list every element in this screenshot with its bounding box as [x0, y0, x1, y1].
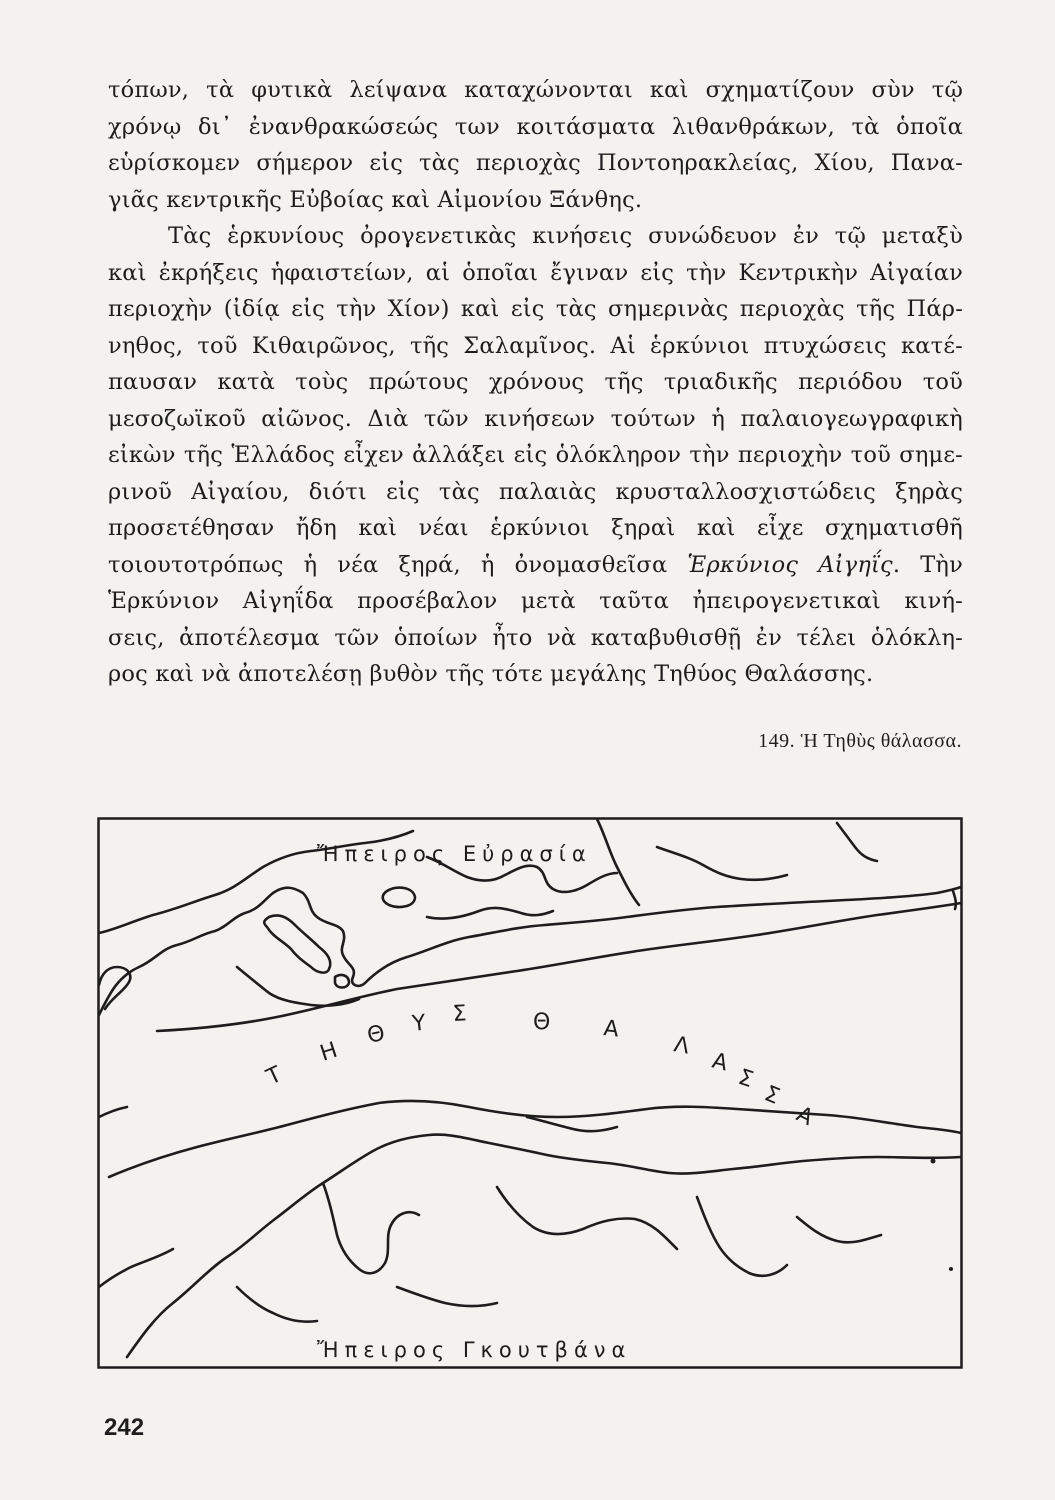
- gondwana-coastline: [497, 1187, 677, 1249]
- gondwana-coastline: [99, 1249, 173, 1287]
- gondwana-coastline: [237, 1287, 317, 1322]
- text-line: νηθος, τοῦ Κιθαιρῶνος, τῆς Σαλαμῖνος. Αἱ ἑρκύνιοι πτυχώσεις κατέ-: [108, 332, 963, 359]
- sea-letter: Θ: [533, 1010, 551, 1035]
- text-line: ρος καὶ νὰ ἀποτελέσῃ βυθὸν τῆς τότε μεγάλης Τηθύος Θαλάσσης.: [108, 661, 874, 687]
- gondwana-coastline: [397, 1287, 497, 1306]
- sea-boundary: [109, 1101, 961, 1177]
- sea-letter: Θ: [365, 1020, 388, 1049]
- gondwana-coastline: [527, 1117, 617, 1131]
- figure-caption: 149. Ἡ Τηθὺς θάλασσα.: [758, 730, 962, 752]
- gondwana-coastline: [323, 1183, 419, 1273]
- page-number: 242: [104, 1414, 145, 1441]
- peninsula-outline: [264, 915, 330, 972]
- map-marker: [931, 1159, 936, 1164]
- text-line: Ἑρκύνιον Αἰγηΐδα προσέβαλον μετὰ ταῦτα ἠπειρογενετικαὶ κινή-: [108, 588, 963, 614]
- eurasia-coastline: [99, 887, 961, 1015]
- eurasia-coastline: [953, 891, 956, 909]
- label-eurasia: Ἤπειρος Εὐρασία: [317, 842, 592, 866]
- sea-boundary: [157, 903, 961, 1031]
- text-line: γιᾶς κεντρικῆς Εὐβοίας καὶ Αἰμονίου Ξάνθης.: [108, 186, 643, 213]
- sea-letter: Α: [792, 1101, 817, 1131]
- text-line: σεις, ἀποτέλεσμα τῶν ὁποίων ἦτο νὰ καταβυθισθῇ ἐν τέλει ὁλόκλη-: [108, 624, 963, 651]
- body-text: [108, 72, 963, 693]
- sea-letter: Σ: [735, 1064, 757, 1094]
- sea-letter: Λ: [671, 1032, 692, 1060]
- eurasia-coastline: [837, 823, 877, 861]
- map-drawing: [97, 817, 963, 1369]
- map-marker: [949, 1267, 953, 1271]
- text-line: ρινοῦ Αἰγαίου, διότι εἰς τὰς παλαιὰς κρυσταλλοσχιστώδεις ξηρὰς: [108, 478, 963, 505]
- island-outline: [335, 975, 349, 988]
- eurasia-coastline: [597, 819, 639, 905]
- tethys-map-figure: [97, 817, 963, 1369]
- sea-letter: Α: [709, 1048, 731, 1077]
- text-fragment: τοιουτοτρόπως ἡ νέα ξηρά, ἡ ὀνομασθεῖσα: [108, 551, 688, 578]
- gondwana-coastline: [797, 1217, 881, 1242]
- sea-letter: Τ: [262, 1062, 286, 1091]
- sea-letter: Σ: [452, 1001, 468, 1027]
- text-line: Τὰς ἑρκυνίους ὀρογενετικὰς κινήσεις συνώδευον ἐν τῷ μεταξὺ: [168, 223, 963, 249]
- island-outline: [383, 888, 415, 907]
- eurasia-coastline: [427, 908, 553, 919]
- text-line: [108, 547, 963, 584]
- sea-letter: Σ: [760, 1081, 784, 1110]
- text-line: χρόνῳ δι᾿ ἐνανθρακώσεώς των κοιτάσματα λιθανθράκων, τὰ ὁποῖα: [108, 113, 963, 140]
- gondwana-coastline: [697, 1197, 787, 1276]
- gondwana-coastline: [127, 1135, 961, 1357]
- text-line: παυσαν κατὰ τοὺς πρώτους χρόνους τῆς τριαδικῆς περιόδου τοῦ: [108, 369, 963, 395]
- eurasia-coastline: [657, 847, 787, 880]
- text-line: εὑρίσκομεν σήμερον εἰς τὰς περιοχὰς Ποντοηρακλείας, Χίου, Πανα-: [108, 150, 963, 176]
- text-line: τόπων, τὰ φυτικὰ λείψανα καταχώνονται καὶ σχηματίζουν σὺν τῷ: [108, 77, 963, 103]
- text-line: καὶ ἐκρήξεις ἡφαιστείων, αἱ ὁποῖαι ἔγιναν εἰς τὴν Κεντρικὴν Αἰγαίαν: [108, 259, 963, 286]
- italic-term: Ἑρκύνιος Αἰγηΐς: [687, 551, 893, 578]
- label-gondwana: Ἤπειρος Γκουτβάνα: [317, 1338, 632, 1362]
- text-fragment: . Τὴν: [892, 551, 963, 578]
- sea-letter: Α: [602, 1016, 620, 1043]
- text-line: περιοχὴν (ἰδίᾳ εἰς τὴν Χίον) καὶ εἰς τὰς σημερινὰς περιοχὰς τῆς Πάρ-: [108, 296, 963, 322]
- sea-letter: Η: [317, 1037, 341, 1067]
- gondwana-coastline: [99, 1107, 127, 1117]
- sea-letter: Υ: [411, 1010, 428, 1037]
- text-line: μεσοζωϊκοῦ αἰῶνος. Διὰ τῶν κινήσεων τούτων ἡ παλαιογεωγραφικὴ: [108, 405, 963, 432]
- text-line: προσετέθησαν ἤδη καὶ νέαι ἑρκύνιοι ξηραὶ καὶ εἶχε σχηματισθῆ: [108, 515, 963, 541]
- text-line: εἰκὼν τῆς Ἑλλάδος εἶχεν ἀλλάξει εἰς ὁλόκληρον τὴν περιοχὴν τοῦ σημε-: [108, 442, 963, 468]
